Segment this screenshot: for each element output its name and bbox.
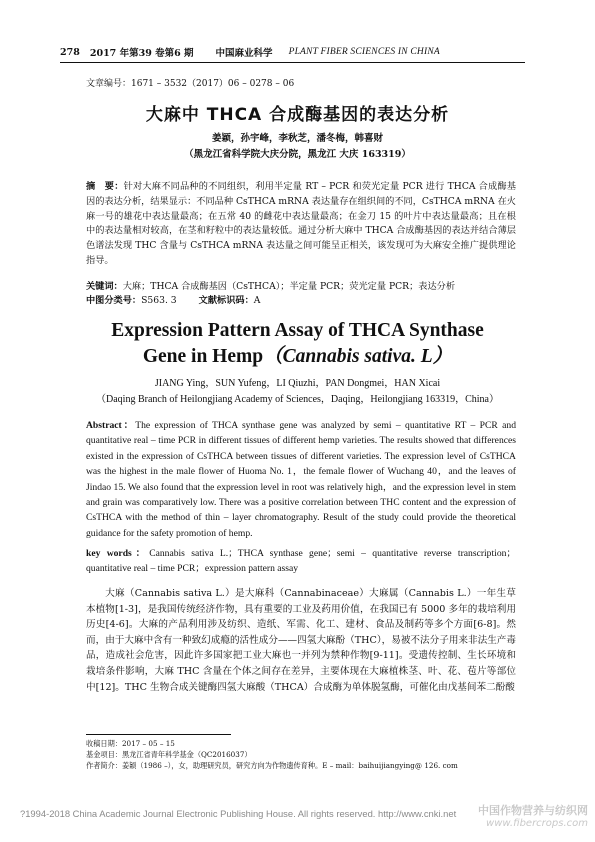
abstract-cn-label: 摘 要： [86, 181, 124, 192]
title-cn: 大麻中 THCA 合成酶基因的表达分析 [145, 105, 450, 125]
abstract-cn-text: 针对大麻不同品种的不同组织，利用半定量 RT – PCR 和荧光定量 PCR 进行 THCA 合成酶基因的表达分析，结果显示：不同品种 CsTHCA mRNA 表达量存在组织间的不同，CsTHCA mRNA 在火麻一号的雄花中表达量最高；在五常 40 的雌花中表达量最高；在金刀 15 的叶片中表达量最高；且在根中的表达量相对较高，在茎和籽粒中的表达量较低。通过分析大麻中 THCA 合成酶基因的表达并结合薄层色谱法发现 THC 含量与 CsTHCA mRNA 表达量之间可能呈正相关，该发现可为大麻安全推广提供理论指导。 [86, 181, 517, 266]
abstract-en-label: Abstract： [86, 420, 136, 431]
header-rule [60, 62, 525, 63]
title-en-line2: Gene in Hemp [142, 346, 264, 367]
keywords-en-label: key words： [86, 548, 150, 559]
footnote-received: 收稿日期：2017 – 05 – 15 [86, 739, 175, 748]
body-paragraph: 大麻（Cannabis sativa L.）是大麻科（Cannabinaceae）大麻属（Cannabis L.）一年生草本植物[1-3]，是我国传统经济作物，具有重要的工业及药用价值，在我国已有 5000 多年的栽培利用历史[4-6]。大麻的产品利用涉及纺织、造纸、军需、化工、建材、食品及制药等多个方面[6-8]。然而，由于大麻中含有一种致幻成瘾的活性成分——四氢大麻酚（THC），易被不法分子用来非法生产毒品，造成社会危害，因此许多国家把工业大麻也一并列为禁种作物[9-11]。受遗传控制、生长环境和栽培条件影响，大麻 THC 含量在个体之间存在差异，主要体现在大麻植株茎、叶、花、苞片等部位中[12]。THC 生物合成关键酶四氢大麻酸（THCA）合成酶为单体脱氢酶，可催化由戊基间苯二酚酸 [86, 588, 516, 693]
authors-cn: 姜颖，孙宇峰，李秋芝，潘冬梅，韩喜财 [211, 133, 383, 144]
body-text [86, 586, 516, 695]
copyright-footer: ?1994-2018 China Academic Journal Electronic Publishing House. All rights reserved. http://www.cnki.net [20, 808, 457, 819]
journal-name-en: PLANT FIBER SCIENCES IN CHINA [288, 47, 440, 57]
abstract-en [86, 418, 516, 541]
clc-value: S563. 3 [141, 295, 177, 306]
classification-cn [86, 294, 516, 309]
journal-name-cn: 中国麻业科学 [215, 48, 273, 59]
page-number: 278 [60, 46, 80, 58]
affiliation-cn: （黑龙江省科学院大庆分院，黑龙江 大庆 163319） [184, 149, 411, 160]
article-number: 文章编号：1671 – 3532（2017）06 – 0278 – 06 [86, 79, 295, 89]
footnote-rule [86, 734, 231, 735]
footnote-fund: 基金项目：黑龙江省青年科学基金（QC2016037） [86, 750, 252, 759]
issue-info: 2017 年第39 卷第6 期 [89, 48, 194, 59]
keywords-cn-label: 关键词： [86, 281, 123, 292]
watermark-url: www.fibercrops.com [486, 818, 588, 829]
title-en [0, 318, 595, 370]
keywords-en [86, 546, 516, 577]
watermark-cn: 中国作物营养与纺织网 [478, 804, 588, 817]
abstract-cn [86, 180, 516, 269]
doc-code-value: A [253, 295, 261, 306]
affiliation-en: （Daqing Branch of Heilongjiang Academy of Sciences，Daqing，Heilongjiang 163319，China） [96, 394, 499, 405]
doc-code-label: 文献标识码： [198, 295, 254, 306]
keywords-en-text: Cannabis sativa L.；THCA synthase gene；semi – quantitative reverse transcription；quantitative real – time PCR；expression pattern assay [86, 548, 517, 575]
watermark [470, 802, 588, 829]
authors-en: JIANG Ying，SUN Yufeng，LI Qiuzhi，PAN Dongmei，HAN Xicai [154, 378, 441, 389]
abstract-en-text: The expression of THCA synthase gene was analyzed by semi – quantitative RT – PCR and quantitative real – time PCR in different tissues of different hemp varieties. The results showed that differences existed in the expression of CsTHCA between tissues of different varieties. The expression level of CsTHCA was the highest in the male flower of Huoma No. 1，the female flower of Wuchang 40，and the leaves of Jindao 15. We also found that the expression level in root was relatively high，and the expression level in stem and grain was comparatively low. There was a positive correlation between THC content and the expression of CsTHCA with the method of thin – layer chromatography. Result of the study could provide the theoretical guidance for the safety promotion of hemp. [86, 420, 517, 539]
keywords-cn [86, 280, 516, 295]
title-en-line1: Expression Pattern Assay of THCA Synthase [111, 320, 484, 341]
keywords-cn-text: 大麻；THCA 合成酶基因（CsTHCA）；半定量 PCR；荧光定量 PCR；表达分析 [122, 281, 456, 292]
footnote-author: 作者简介：姜颖（1986 –），女，助理研究员，研究方向为作物遗传育种。E – mail：baihuijiangying@ 126. com [86, 761, 458, 770]
clc-label: 中图分类号： [86, 295, 142, 306]
title-en-species: （Cannabis sativa. L） [263, 346, 453, 367]
running-header [60, 44, 525, 60]
